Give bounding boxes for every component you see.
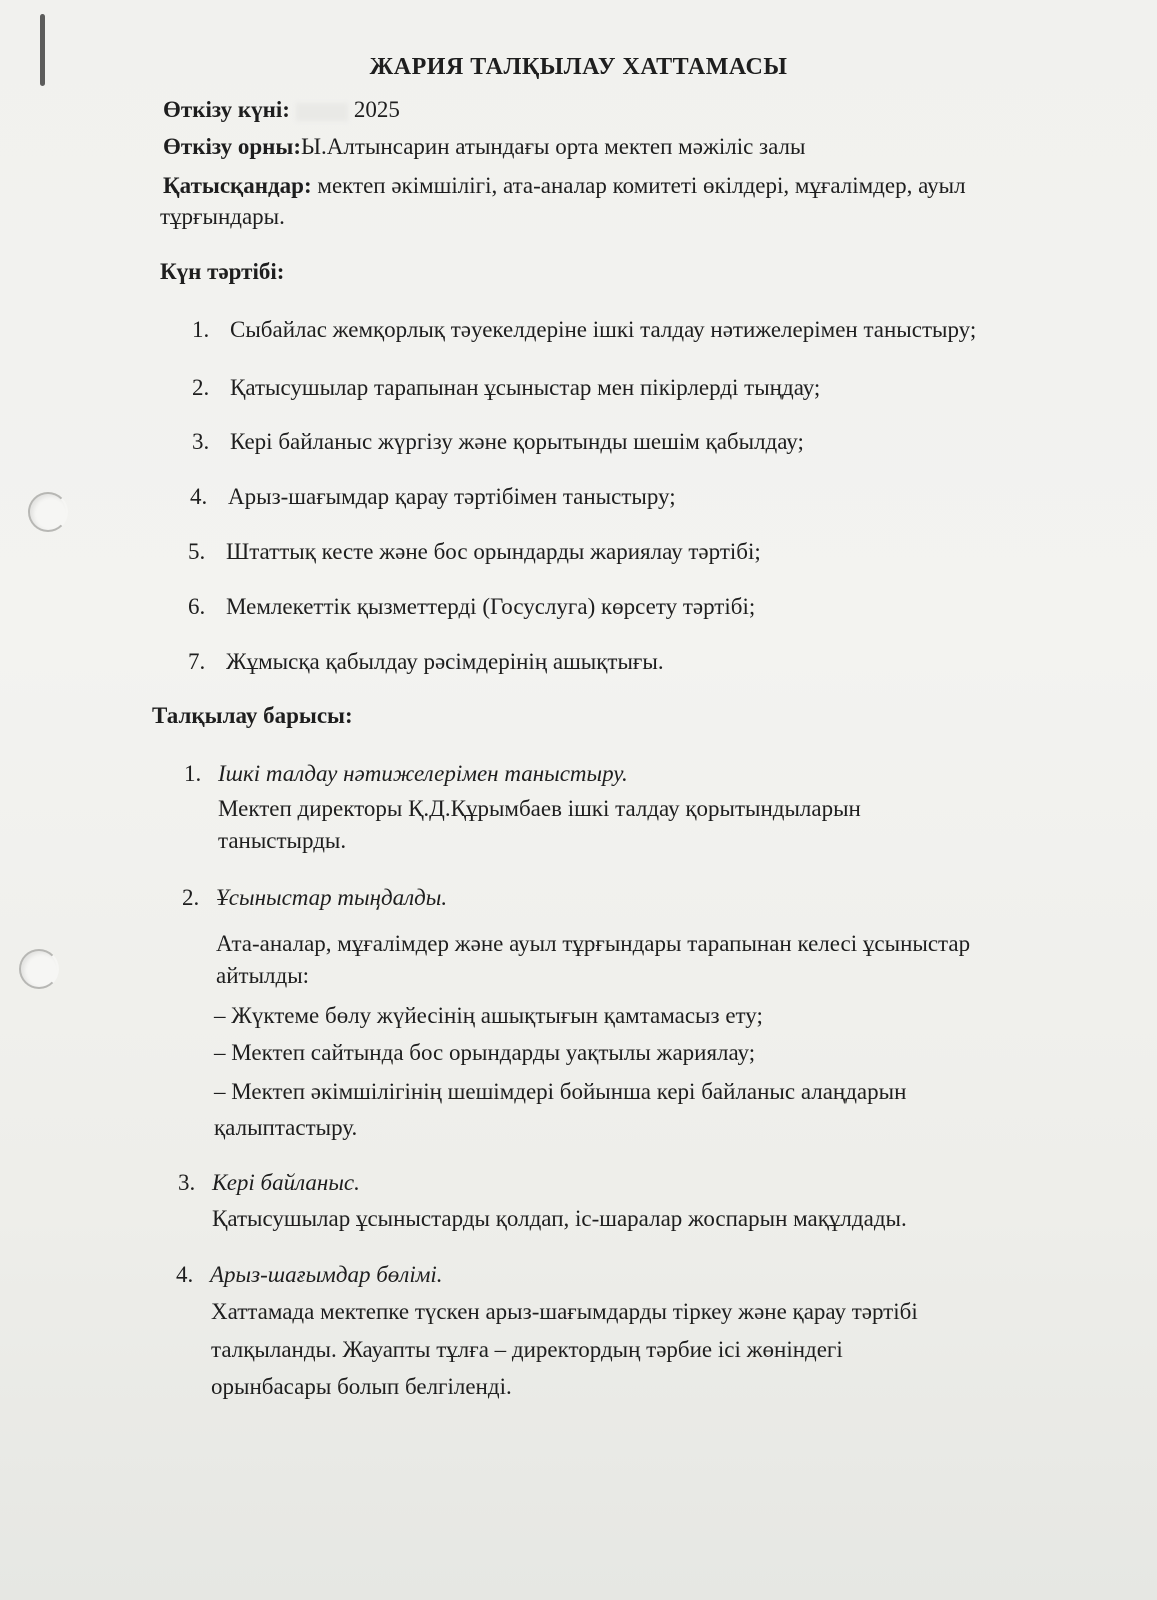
discussion-item-heading: Ішкі талдау нәтижелерімен таныстыру. — [218, 761, 628, 786]
discussion-item-heading: Арыз-шағымдар бөлімі. — [210, 1262, 443, 1287]
discussion-item-title — [182, 884, 447, 912]
discussion-text-line: – Мектеп әкімшілігінің шешімдері бойынша кері байланыс алаңдарын — [214, 1079, 907, 1104]
agenda-item — [190, 483, 676, 511]
place-label: Өткізу орны: — [163, 134, 301, 159]
place-row — [163, 133, 805, 161]
discussion-item-title — [176, 1261, 443, 1289]
agenda-item-number: 4. — [190, 484, 208, 509]
discussion-text-line: қалыптастыру. — [214, 1115, 358, 1140]
punch-hole — [19, 949, 59, 989]
punch-hole — [28, 492, 68, 532]
discussion-text-line: Ата-аналар, мұғалімдер және ауыл тұрғындары тарапынан келесі ұсыныстар — [216, 931, 971, 956]
agenda-item-text: Сыбайлас жемқорлық тәуекелдеріне ішкі талдау нәтижелерімен таныстыру; — [230, 317, 977, 342]
discussion-text-line: – Мектеп сайтында бос орындарды уақтылы жариялау; — [214, 1040, 756, 1065]
participants-row — [163, 172, 966, 200]
discussion-text-line: – Жүктеме бөлу жүйесінің ашықтығын қамтамасыз ету; — [214, 1003, 763, 1028]
agenda-item-text: Арыз-шағымдар қарау тәртібімен таныстыру; — [228, 484, 676, 509]
discussion-item-number: 2. — [182, 885, 200, 910]
discussion-text-line: орынбасары болып белгіленді. — [211, 1374, 512, 1399]
discussion-text-line: Мектеп директоры Қ.Д.Құрымбаев ішкі талдау қорытындыларын — [218, 796, 861, 821]
discussion-text-line: таныстырды. — [218, 828, 347, 853]
agenda-item-number: 6. — [188, 594, 206, 619]
agenda-item — [188, 538, 761, 566]
agenda-item-number: 3. — [192, 429, 210, 454]
date-row — [163, 96, 400, 124]
agenda-item-number: 5. — [188, 539, 206, 564]
participants-value: мектеп әкімшілігі, ата-аналар комитеті өкілдері, мұғалімдер, ауыл — [317, 173, 966, 198]
date-obscured — [296, 103, 348, 121]
agenda-item-text: Жұмысқа қабылдау рәсімдерінің ашықтығы. — [226, 649, 664, 674]
discussion-item-number: 1. — [184, 761, 202, 786]
agenda-item-number: 7. — [188, 649, 206, 674]
agenda-item-number: 2. — [192, 375, 210, 400]
agenda-item-text: Штаттық кесте және бос орындарды жариялау тәртібі; — [226, 539, 761, 564]
agenda-item — [192, 374, 820, 402]
discussion-item-title — [184, 760, 628, 788]
discussion-item-number: 3. — [178, 1170, 196, 1195]
agenda-item-text: Қатысушылар тарапынан ұсыныстар мен пікірлерді тыңдау; — [230, 375, 821, 400]
agenda-item — [192, 428, 804, 456]
agenda-item — [192, 316, 976, 344]
discussion-heading: Талқылау барысы: — [152, 703, 353, 728]
agenda-item — [188, 593, 755, 621]
place-value: Ы.Алтынсарин атындағы орта мектеп мәжіліс залы — [301, 134, 806, 159]
discussion-text-line: Қатысушылар ұсыныстарды қолдап, іс-шаралар жоспарын мақұлдады. — [212, 1206, 907, 1231]
agenda-item-number: 1. — [192, 317, 210, 342]
discussion-item-heading: Кері байланыс. — [212, 1170, 360, 1195]
agenda-heading: Күн тәртібі: — [160, 259, 285, 284]
agenda-item-text: Мемлекеттік қызметтерді (Госуслуга) көрсету тәртібі; — [226, 594, 756, 619]
participants-label: Қатысқандар: — [163, 173, 312, 198]
document-title: ЖАРИЯ ТАЛҚЫЛАУ ХАТТАМАСЫ — [369, 54, 788, 80]
discussion-item-number: 4. — [176, 1262, 194, 1287]
discussion-text-line: талқыланды. Жауапты тұлға – директордың тәрбие ісі жөніндегі — [211, 1337, 843, 1362]
date-value: 2025 — [353, 97, 400, 122]
agenda-item-text: Кері байланыс жүргізу және қорытынды шешім қабылдау; — [230, 429, 804, 454]
participants-continued: тұрғындары. — [160, 204, 285, 229]
discussion-text-line: Хаттамада мектепке түскен арыз-шағымдарды тіркеу және қарау тәртібі — [211, 1299, 918, 1324]
date-label: Өткізу күні: — [163, 97, 290, 122]
discussion-item-title — [178, 1169, 360, 1197]
discussion-text-line: айтылды: — [216, 963, 310, 988]
discussion-item-heading: Ұсыныстар тыңдалды. — [216, 885, 448, 910]
agenda-item — [188, 648, 664, 676]
